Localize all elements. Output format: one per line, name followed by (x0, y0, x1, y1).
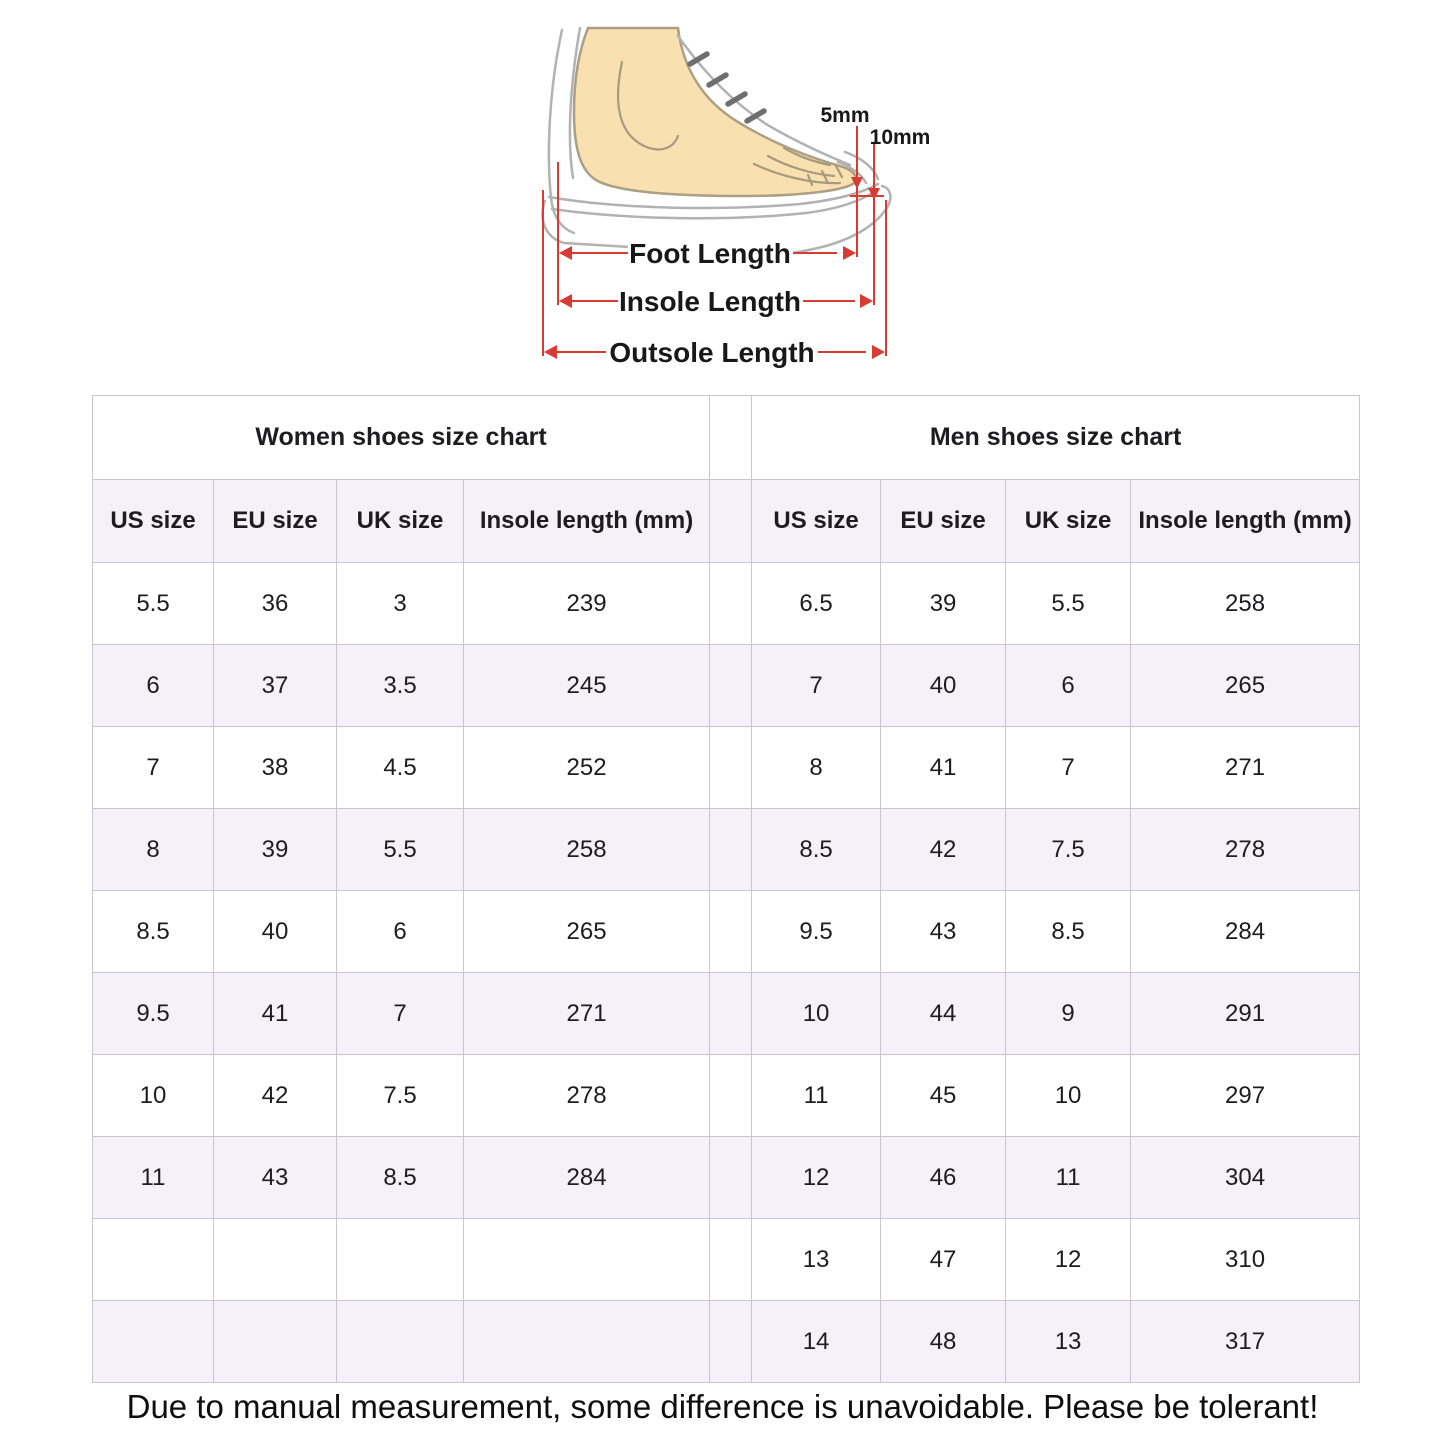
gap-cell (710, 809, 752, 891)
size-cell (337, 1219, 464, 1301)
size-cell: 7.5 (337, 1055, 464, 1137)
size-cell: 9.5 (752, 891, 881, 973)
size-cell: 12 (1006, 1219, 1131, 1301)
size-cell: 7 (752, 645, 881, 727)
size-cell: 6 (1006, 645, 1131, 727)
size-cell: 9.5 (93, 973, 214, 1055)
gap-cell (710, 1055, 752, 1137)
size-cell: 8.5 (337, 1137, 464, 1219)
size-cell: 48 (881, 1301, 1006, 1383)
size-cell: 41 (214, 973, 337, 1055)
size-cell: 37 (214, 645, 337, 727)
size-cell: 5.5 (1006, 563, 1131, 645)
size-row (93, 809, 1360, 891)
size-row (93, 891, 1360, 973)
size-cell: 12 (752, 1137, 881, 1219)
men-col-eu-size: EU size (881, 480, 1006, 563)
gap-cell (710, 727, 752, 809)
size-row (93, 1055, 1360, 1137)
size-cell: 271 (1131, 727, 1360, 809)
size-cell: 45 (881, 1055, 1006, 1137)
size-cell (214, 1301, 337, 1383)
size-cell: 10 (1006, 1055, 1131, 1137)
size-cell: 11 (93, 1137, 214, 1219)
size-cell: 304 (1131, 1137, 1360, 1219)
size-cell: 38 (214, 727, 337, 809)
size-cell (464, 1219, 710, 1301)
table-title-row (93, 396, 1360, 480)
size-cell: 40 (881, 645, 1006, 727)
size-cell: 36 (214, 563, 337, 645)
gap-cell (710, 973, 752, 1055)
women-col-uk-size: UK size (337, 480, 464, 563)
size-cell: 258 (1131, 563, 1360, 645)
size-cell: 7.5 (1006, 809, 1131, 891)
insole-length-label: Insole Length (619, 286, 801, 317)
size-row (93, 563, 1360, 645)
outsole-length-label: Outsole Length (609, 337, 815, 368)
size-cell: 47 (881, 1219, 1006, 1301)
size-cell (93, 1219, 214, 1301)
women-table-title: Women shoes size chart (93, 396, 710, 480)
table-header-row (93, 480, 1360, 563)
gap-cell (710, 1137, 752, 1219)
size-cell: 265 (464, 891, 710, 973)
women-col-eu-size: EU size (214, 480, 337, 563)
size-cell: 44 (881, 973, 1006, 1055)
size-cell: 258 (464, 809, 710, 891)
size-cell: 39 (214, 809, 337, 891)
gap-cell (710, 1301, 752, 1383)
gap-cell (710, 480, 752, 563)
size-cell: 284 (464, 1137, 710, 1219)
size-cell: 10 (93, 1055, 214, 1137)
size-row (93, 1137, 1360, 1219)
size-cell: 13 (752, 1219, 881, 1301)
gap-5mm-label: 5mm (820, 104, 870, 127)
size-cell: 284 (1131, 891, 1360, 973)
men-col-uk-size: UK size (1006, 480, 1131, 563)
size-cell: 8.5 (752, 809, 881, 891)
size-cell: 14 (752, 1301, 881, 1383)
size-cell: 291 (1131, 973, 1360, 1055)
size-cell: 43 (881, 891, 1006, 973)
size-row (93, 727, 1360, 809)
size-cell: 278 (1131, 809, 1360, 891)
measurement-disclaimer: Due to manual measurement, some difference is unavoidable. Please be tolerant! (126, 1388, 1319, 1425)
size-cell: 310 (1131, 1219, 1360, 1301)
size-cell: 39 (881, 563, 1006, 645)
size-cell: 265 (1131, 645, 1360, 727)
size-cell: 239 (464, 563, 710, 645)
foot-shape (574, 28, 856, 196)
size-cell (464, 1301, 710, 1383)
size-cell: 40 (214, 891, 337, 973)
size-cell: 42 (214, 1055, 337, 1137)
size-cell: 9 (1006, 973, 1131, 1055)
size-chart-table (92, 395, 1360, 1383)
gap-10mm-label: 10mm (869, 126, 931, 149)
size-cell: 297 (1131, 1055, 1360, 1137)
size-cell: 11 (752, 1055, 881, 1137)
size-cell: 8 (93, 809, 214, 891)
shoe-measurement-diagram (520, 14, 952, 386)
size-row (93, 645, 1360, 727)
size-cell: 8 (752, 727, 881, 809)
size-cell: 5.5 (337, 809, 464, 891)
gap-cell (710, 563, 752, 645)
shoe-measurement-illustration (520, 14, 952, 386)
size-cell: 46 (881, 1137, 1006, 1219)
women-col-insole-length: Insole length (mm) (464, 480, 710, 563)
size-cell: 10 (752, 973, 881, 1055)
size-cell: 13 (1006, 1301, 1131, 1383)
size-cell: 252 (464, 727, 710, 809)
size-cell: 7 (93, 727, 214, 809)
size-cell (93, 1301, 214, 1383)
size-cell: 41 (881, 727, 1006, 809)
size-cell: 271 (464, 973, 710, 1055)
gap-cell (710, 891, 752, 973)
foot-length-label: Foot Length (629, 238, 791, 269)
men-table-title: Men shoes size chart (752, 396, 1360, 480)
size-cell: 8.5 (93, 891, 214, 973)
size-row (93, 1219, 1360, 1301)
size-row (93, 973, 1360, 1055)
size-cell: 6 (93, 645, 214, 727)
women-col-us-size: US size (93, 480, 214, 563)
size-cell: 6 (337, 891, 464, 973)
men-col-insole-length: Insole length (mm) (1131, 480, 1360, 563)
size-cell: 317 (1131, 1301, 1360, 1383)
gap-cell (710, 645, 752, 727)
size-cell: 43 (214, 1137, 337, 1219)
size-cell: 245 (464, 645, 710, 727)
gap-cell (710, 396, 752, 480)
size-cell: 8.5 (1006, 891, 1131, 973)
size-cell: 11 (1006, 1137, 1131, 1219)
size-cell: 4.5 (337, 727, 464, 809)
size-cell: 7 (337, 973, 464, 1055)
size-cell (214, 1219, 337, 1301)
size-cell: 3.5 (337, 645, 464, 727)
size-cell: 278 (464, 1055, 710, 1137)
men-col-us-size: US size (752, 480, 881, 563)
size-rows-body (93, 563, 1360, 1383)
size-cell: 42 (881, 809, 1006, 891)
size-cell: 5.5 (93, 563, 214, 645)
gap-cell (710, 1219, 752, 1301)
size-cell (337, 1301, 464, 1383)
size-cell: 3 (337, 563, 464, 645)
size-row (93, 1301, 1360, 1383)
size-cell: 7 (1006, 727, 1131, 809)
size-cell: 6.5 (752, 563, 881, 645)
